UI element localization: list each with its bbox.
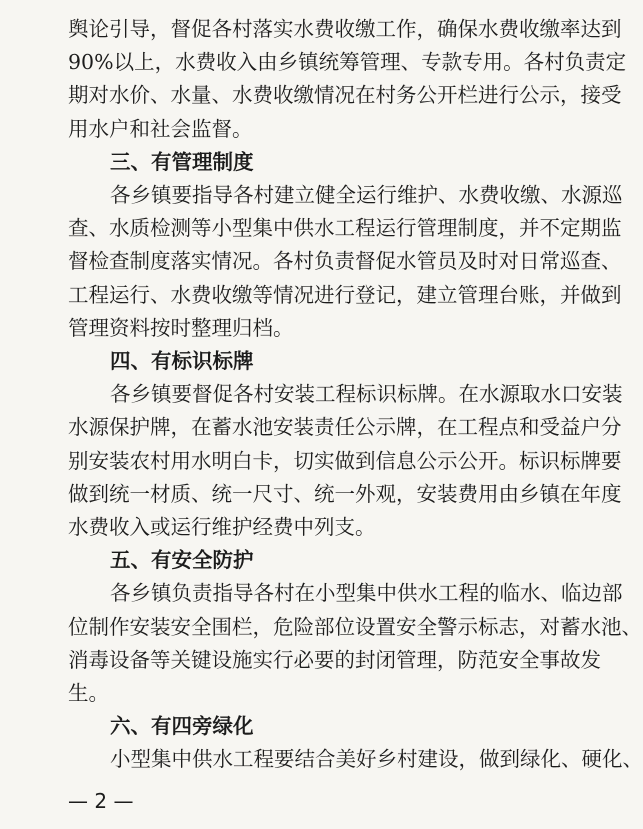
paragraph-line: 舆论引导，督促各村落实水费收缴工作，确保水费收缴率达到 <box>68 17 622 41</box>
section-heading-safety: 五、有安全防护 <box>110 548 254 573</box>
section-heading-signage: 四、有标识标牌 <box>110 349 254 373</box>
paragraph-line: 90%以上，水费收入由乡镇统筹管理、专款专用。各村负责定 <box>68 50 627 75</box>
section-heading-management: 三、有管理制度 <box>110 149 254 174</box>
paragraph-line: 位制作安装安全围栏，危险部位设置安全警示标志，对蓄水池、 <box>68 614 642 639</box>
section-heading-greening: 六、有四旁绿化 <box>110 714 254 739</box>
paragraph-line: 别安装农村用水明白卡，切实做到信息公示公开。标识标牌要 <box>68 448 622 473</box>
paragraph-line: 期对水价、水量、水费收缴情况在村务公开栏进行公示，接受 <box>68 83 622 108</box>
paragraph-line: 水费收入或运行维护经费中列支。 <box>68 515 376 539</box>
paragraph-line: 消毒设备等关键设施实行必要的封闭管理，防范安全事故发 <box>68 647 601 672</box>
paragraph-line: 做到统一材质、统一尺寸、统一外观，安装费用由乡镇在年度 <box>68 481 622 506</box>
paragraph-line: 管理资料按时整理归档。 <box>68 315 294 340</box>
paragraph-line: 各乡镇要指导各村建立健全运行维护、水费收缴、水源巡 <box>110 183 623 207</box>
paragraph-line: 各乡镇负责指导各村在小型集中供水工程的临水、临边部 <box>110 581 623 606</box>
paragraph-line: 督检查制度落实情况。各村负责督促水管员及时对日常巡查、 <box>68 249 622 274</box>
paragraph-line: 工程运行、水费收缴等情况进行登记，建立管理台账，并做到 <box>68 282 622 307</box>
paragraph-line: 水源保护牌，在蓄水池安装责任公示牌，在工程点和受益户分 <box>68 415 622 440</box>
paragraph-line: 查、水质检测等小型集中供水工程运行管理制度，并不定期监 <box>68 216 622 241</box>
paragraph-line: 各乡镇要督促各村安装工程标识标牌。在水源取水口安装 <box>110 382 623 407</box>
page-number: — 2 — <box>68 789 134 813</box>
paragraph-line: 小型集中供水工程要结合美好乡村建设，做到绿化、硬化、 <box>110 747 643 772</box>
paragraph-line: 生。 <box>68 681 109 705</box>
paragraph-line: 用水户和社会监督。 <box>68 116 253 141</box>
